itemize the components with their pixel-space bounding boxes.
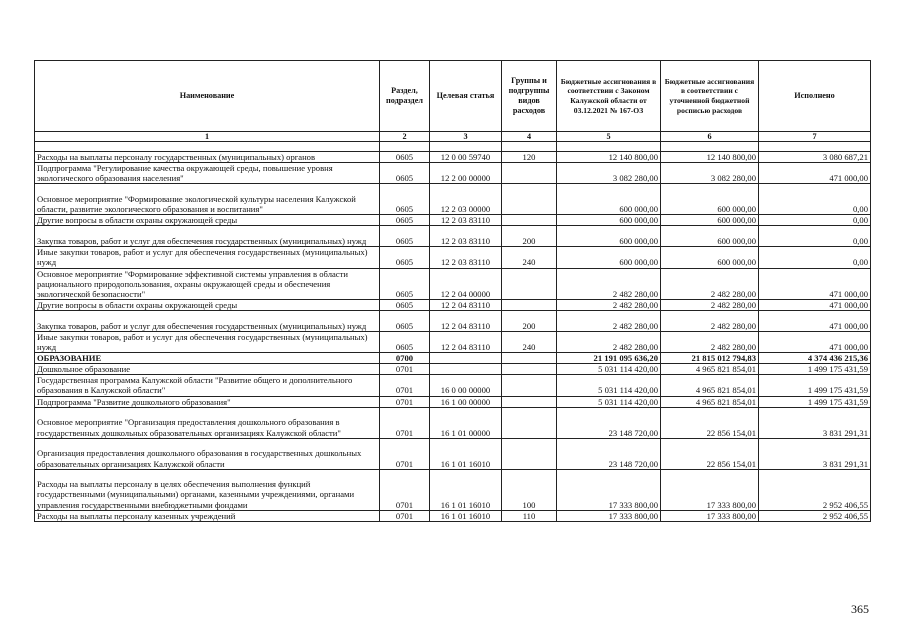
cell-target [430, 353, 502, 364]
cell-group: 110 [502, 510, 557, 521]
cell-name: Иные закупки товаров, работ и услуг для обеспечения государственных (муниципальных) нужд [35, 331, 380, 352]
cell-target: 16 1 01 00000 [430, 407, 502, 438]
cell-target: 12 2 03 83110 [430, 215, 502, 226]
cell-name: Основное мероприятие "Формирование экологической культуры населения Калужской области, развитие экологического образования и воспитания" [35, 184, 380, 215]
cell-law: 17 333 800,00 [557, 510, 661, 521]
cell-plan: 600 000,00 [661, 184, 759, 215]
cell-done: 0,00 [759, 226, 871, 247]
cell-plan: 12 140 800,00 [661, 152, 759, 163]
cell-section: 0700 [380, 353, 430, 364]
cell-law: 600 000,00 [557, 247, 661, 268]
cell-name: Подпрограмма "Развитие дошкольного образования" [35, 396, 380, 407]
cell-law: 17 333 800,00 [557, 469, 661, 510]
cell-name: Основное мероприятие "Формирование эффективной системы управления в области рационального природопользования, охраны окружающей среды и обеспечения экологической безопасности" [35, 268, 380, 299]
cell-target: 16 1 01 16010 [430, 469, 502, 510]
column-number: 7 [759, 132, 871, 142]
cell-done: 1 499 175 431,59 [759, 364, 871, 375]
cell-target: 12 2 04 83110 [430, 331, 502, 352]
table-row [35, 268, 871, 299]
cell-group [502, 375, 557, 396]
cell-done: 471 000,00 [759, 268, 871, 299]
cell-target: 12 2 04 00000 [430, 268, 502, 299]
cell-section: 0605 [380, 331, 430, 352]
cell-group: 200 [502, 226, 557, 247]
cell-group [502, 268, 557, 299]
table-row [35, 510, 871, 521]
cell-plan: 600 000,00 [661, 247, 759, 268]
cell-done: 2 952 406,55 [759, 469, 871, 510]
cell-law: 5 031 114 420,00 [557, 396, 661, 407]
cell-target: 16 0 00 00000 [430, 375, 502, 396]
cell-section: 0701 [380, 375, 430, 396]
header-name: Наименование [35, 61, 380, 132]
column-number: 2 [380, 132, 430, 142]
cell-plan: 2 482 280,00 [661, 310, 759, 331]
cell-section: 0605 [380, 163, 430, 184]
cell-name: Расходы на выплаты персоналу казенных учреждений [35, 510, 380, 521]
cell-name: Другие вопросы в области охраны окружающей среды [35, 299, 380, 310]
cell-done: 3 831 291,31 [759, 438, 871, 469]
cell-law: 23 148 720,00 [557, 407, 661, 438]
cell-done: 3 080 687,21 [759, 152, 871, 163]
cell-plan: 17 333 800,00 [661, 510, 759, 521]
column-number: 3 [430, 132, 502, 142]
cell-law: 2 482 280,00 [557, 299, 661, 310]
budget-table [34, 60, 871, 522]
cell-section: 0605 [380, 299, 430, 310]
cell-name: ОБРАЗОВАНИЕ [35, 353, 380, 364]
cell-target: 12 2 04 83110 [430, 299, 502, 310]
cell-law: 600 000,00 [557, 184, 661, 215]
cell-law: 2 482 280,00 [557, 310, 661, 331]
cell-law: 600 000,00 [557, 226, 661, 247]
table-row [35, 375, 871, 396]
cell-plan: 22 856 154,01 [661, 438, 759, 469]
column-number: 4 [502, 132, 557, 142]
table-row [35, 215, 871, 226]
cell-name: Расходы на выплаты персоналу в целях обеспечения выполнения функций государственными (муниципальными) органами, казенными учреждениями, органами управления государственными внебюджетными фондами [35, 469, 380, 510]
cell-group [502, 407, 557, 438]
cell-name: Другие вопросы в области охраны окружающей среды [35, 215, 380, 226]
cell-section: 0701 [380, 510, 430, 521]
cell-group: 240 [502, 331, 557, 352]
cell-target: 16 1 00 00000 [430, 396, 502, 407]
cell-plan: 4 965 821 854,01 [661, 375, 759, 396]
cell-section: 0605 [380, 247, 430, 268]
cell-target: 12 2 03 00000 [430, 184, 502, 215]
cell-section: 0701 [380, 396, 430, 407]
cell-section: 0605 [380, 184, 430, 215]
header-section: Раздел, подраздел [380, 61, 430, 132]
cell-plan: 2 482 280,00 [661, 299, 759, 310]
cell-law: 23 148 720,00 [557, 438, 661, 469]
cell-section: 0701 [380, 438, 430, 469]
cell-plan: 4 965 821 854,01 [661, 364, 759, 375]
table-row [35, 184, 871, 215]
cell-name: Основное мероприятие "Организация предоставления дошкольного образования в государственных дошкольных образовательных организациях Калужской области" [35, 407, 380, 438]
cell-section: 0605 [380, 226, 430, 247]
table-row [35, 163, 871, 184]
table-row [35, 364, 871, 375]
cell-law: 2 482 280,00 [557, 331, 661, 352]
cell-plan: 600 000,00 [661, 215, 759, 226]
cell-section: 0701 [380, 364, 430, 375]
cell-section: 0605 [380, 215, 430, 226]
cell-plan: 17 333 800,00 [661, 469, 759, 510]
cell-name: Государственная программа Калужской области "Развитие общего и дополнительного образования в Калужской области" [35, 375, 380, 396]
cell-plan: 2 482 280,00 [661, 331, 759, 352]
column-number: 5 [557, 132, 661, 142]
cell-plan: 22 856 154,01 [661, 407, 759, 438]
cell-name: Подпрограмма "Регулирование качества окружающей среды, повышение уровня экологического образования населения" [35, 163, 380, 184]
cell-plan: 600 000,00 [661, 226, 759, 247]
cell-target: 12 2 04 83110 [430, 310, 502, 331]
header-target: Целевая статья [430, 61, 502, 132]
header-law: Бюджетные ассигнования в соответствии с Законом Калужской области от 03.12.2021 № 167-ОЗ [557, 61, 661, 132]
cell-group: 120 [502, 152, 557, 163]
table-row [35, 152, 871, 163]
table-row [35, 353, 871, 364]
cell-name: Закупка товаров, работ и услуг для обеспечения государственных (муниципальных) нужд [35, 226, 380, 247]
cell-law: 3 082 280,00 [557, 163, 661, 184]
page-number: 365 [851, 602, 869, 616]
cell-name: Дошкольное образование [35, 364, 380, 375]
cell-group [502, 364, 557, 375]
cell-name: Расходы на выплаты персоналу государственных (муниципальных) органов [35, 152, 380, 163]
cell-plan: 21 815 012 794,83 [661, 353, 759, 364]
cell-section: 0605 [380, 152, 430, 163]
cell-done: 0,00 [759, 184, 871, 215]
cell-plan: 4 965 821 854,01 [661, 396, 759, 407]
header-done: Исполнено [759, 61, 871, 132]
cell-done: 471 000,00 [759, 163, 871, 184]
header-plan: Бюджетные ассигнования в соответствии с уточненной бюджетной росписью расходов [661, 61, 759, 132]
cell-law: 5 031 114 420,00 [557, 375, 661, 396]
cell-name: Иные закупки товаров, работ и услуг для обеспечения государственных (муниципальных) нужд [35, 247, 380, 268]
cell-name: Закупка товаров, работ и услуг для обеспечения государственных (муниципальных) нужд [35, 310, 380, 331]
cell-done: 0,00 [759, 215, 871, 226]
table-row [35, 469, 871, 510]
cell-law: 21 191 095 636,20 [557, 353, 661, 364]
header-group: Группы и подгруппы видов расходов [502, 61, 557, 132]
cell-group [502, 184, 557, 215]
cell-group [502, 163, 557, 184]
cell-group [502, 215, 557, 226]
cell-group: 200 [502, 310, 557, 331]
cell-plan: 3 082 280,00 [661, 163, 759, 184]
table-row [35, 299, 871, 310]
cell-done: 471 000,00 [759, 331, 871, 352]
cell-target: 16 1 01 16010 [430, 438, 502, 469]
cell-target: 16 1 01 16010 [430, 510, 502, 521]
cell-section: 0605 [380, 268, 430, 299]
cell-group [502, 353, 557, 364]
cell-law: 12 140 800,00 [557, 152, 661, 163]
cell-done: 1 499 175 431,59 [759, 396, 871, 407]
column-number: 6 [661, 132, 759, 142]
cell-law: 2 482 280,00 [557, 268, 661, 299]
cell-done: 471 000,00 [759, 310, 871, 331]
column-number: 1 [35, 132, 380, 142]
table-row [35, 438, 871, 469]
cell-done: 0,00 [759, 247, 871, 268]
table-row [35, 407, 871, 438]
cell-done: 1 499 175 431,59 [759, 375, 871, 396]
table-row [35, 310, 871, 331]
table-row [35, 331, 871, 352]
cell-target: 12 2 03 83110 [430, 226, 502, 247]
cell-target: 12 2 03 83110 [430, 247, 502, 268]
cell-group [502, 299, 557, 310]
cell-section: 0701 [380, 407, 430, 438]
cell-done: 4 374 436 215,36 [759, 353, 871, 364]
table-row [35, 226, 871, 247]
cell-done: 3 831 291,31 [759, 407, 871, 438]
cell-group [502, 438, 557, 469]
cell-name: Организация предоставления дошкольного образования в государственных дошкольных образовательных организациях Калужской области [35, 438, 380, 469]
cell-law: 5 031 114 420,00 [557, 364, 661, 375]
cell-done: 2 952 406,55 [759, 510, 871, 521]
table-row [35, 247, 871, 268]
table-row [35, 396, 871, 407]
cell-group: 240 [502, 247, 557, 268]
cell-group [502, 396, 557, 407]
cell-done: 471 000,00 [759, 299, 871, 310]
cell-target [430, 364, 502, 375]
cell-group: 100 [502, 469, 557, 510]
cell-target: 12 0 00 59740 [430, 152, 502, 163]
cell-plan: 2 482 280,00 [661, 268, 759, 299]
cell-section: 0701 [380, 469, 430, 510]
cell-target: 12 2 00 00000 [430, 163, 502, 184]
cell-section: 0605 [380, 310, 430, 331]
cell-law: 600 000,00 [557, 215, 661, 226]
